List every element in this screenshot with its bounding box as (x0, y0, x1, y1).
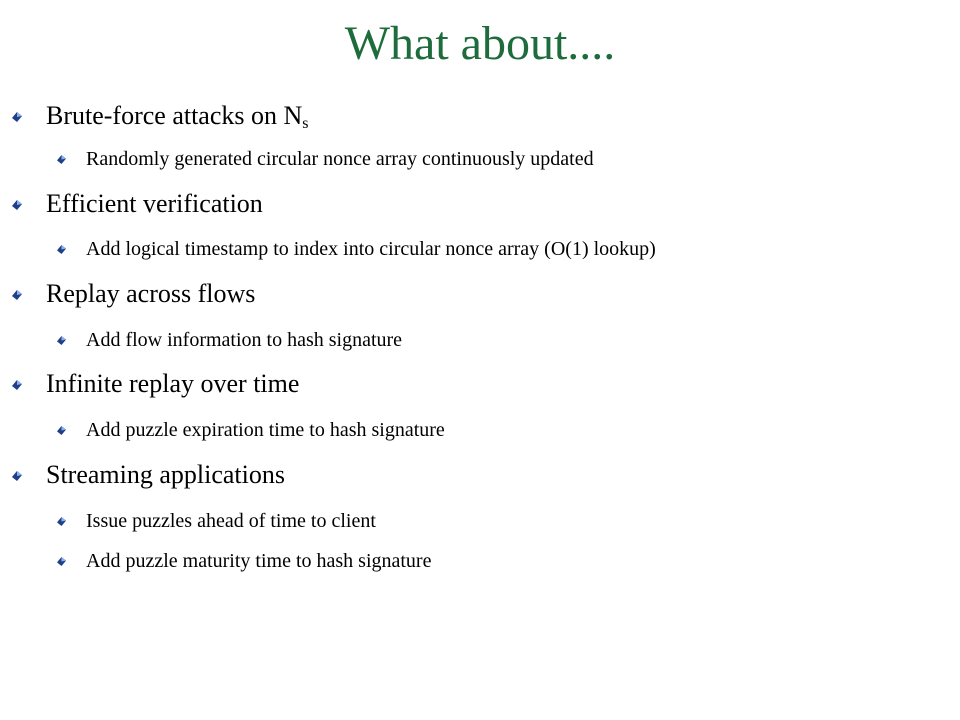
sub-bullet-expiration-time (86, 417, 445, 443)
bullet-subscript: s (302, 115, 309, 132)
bullet-efficient-verification (46, 188, 263, 220)
bullet-marker-icon (12, 200, 22, 210)
bullet-brute-force (46, 100, 309, 132)
sub-bullet-marker-icon (57, 426, 66, 435)
sub-bullet-marker-icon (57, 336, 66, 345)
bullet-text: Streaming applications (46, 460, 286, 489)
bullet-text: Brute-force attacks on N (46, 101, 303, 130)
bullet-marker-icon (12, 112, 22, 122)
bullet-infinite-replay (46, 368, 299, 400)
bullet-marker-icon (12, 290, 22, 300)
bullet-text: Infinite replay over time (46, 369, 300, 398)
bullet-marker-icon (12, 471, 22, 481)
sub-bullet-text: Issue puzzles ahead of time to client (86, 510, 376, 532)
slide-title: What about.... (344, 17, 616, 70)
sub-bullet-text: Add puzzle expiration time to hash signature (86, 419, 445, 441)
sub-bullet-text: Add flow information to hash signature (86, 329, 403, 351)
sub-bullet-text: Add logical timestamp to index into circular nonce array (O(1) lookup) (86, 238, 656, 260)
bullet-streaming-applications (46, 459, 285, 491)
sub-bullet-logical-timestamp (86, 236, 656, 262)
sub-bullet-marker-icon (57, 155, 66, 164)
sub-bullet-nonce-array (86, 146, 594, 172)
sub-bullet-issue-puzzles (86, 508, 376, 534)
bullet-marker-icon (12, 380, 22, 390)
sub-bullet-text: Randomly generated circular nonce array continuously updated (86, 148, 594, 170)
sub-bullet-marker-icon (57, 517, 66, 526)
sub-bullet-flow-information (86, 327, 402, 353)
bullet-replay-across-flows (46, 278, 255, 310)
bullet-text: Replay across flows (46, 279, 256, 308)
sub-bullet-marker-icon (57, 245, 66, 254)
bullet-text: Efficient verification (46, 189, 263, 218)
sub-bullet-text: Add puzzle maturity time to hash signature (86, 550, 432, 572)
sub-bullet-maturity-time (86, 548, 431, 574)
sub-bullet-marker-icon (57, 557, 66, 566)
